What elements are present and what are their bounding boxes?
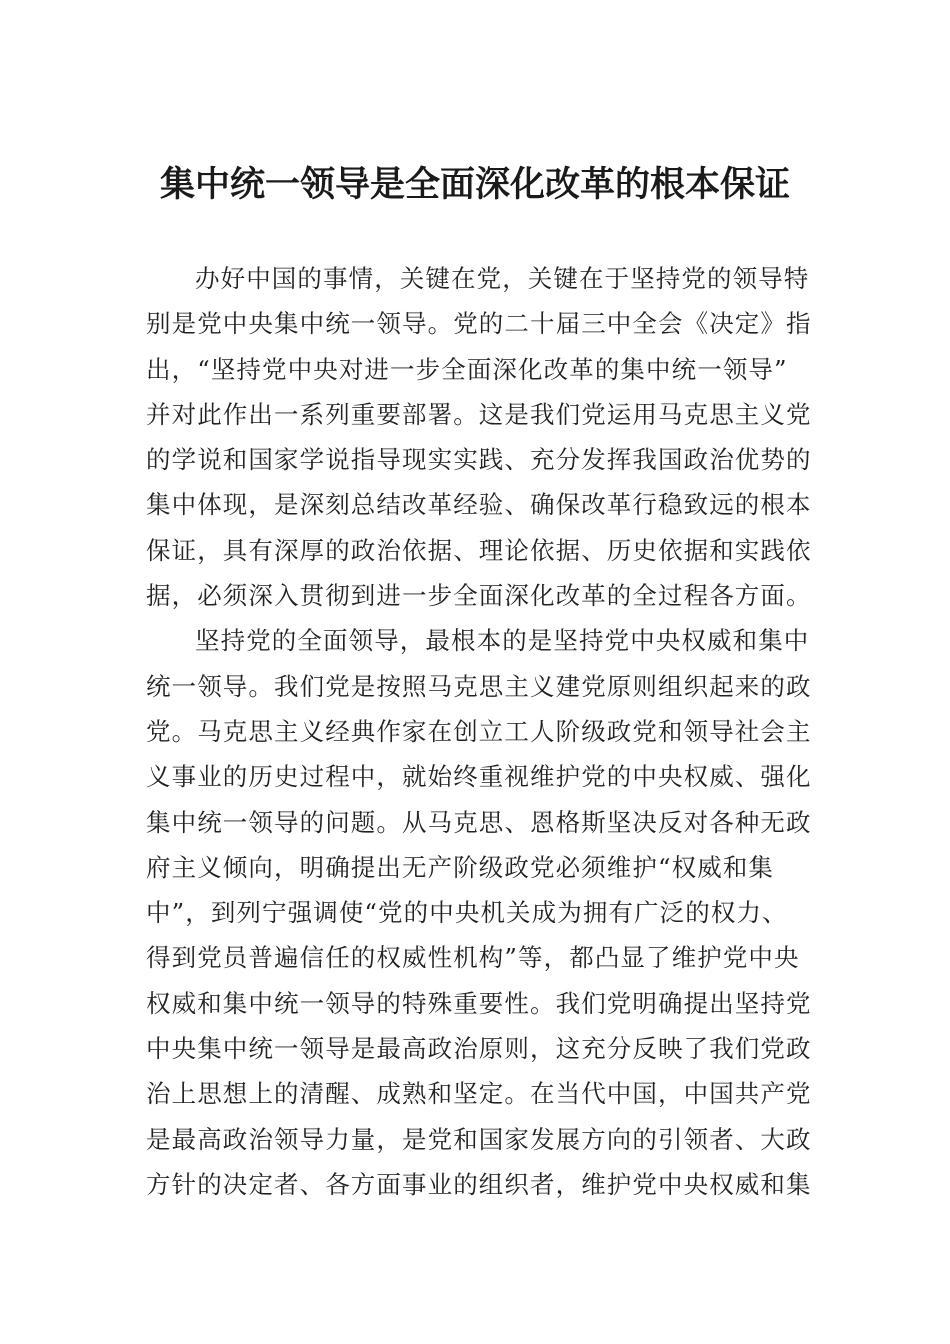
text-line: 党。马克思主义经典作家在创立工人阶级政党和领导社会主 [146, 716, 812, 746]
text-line: 出，“坚持党中央对进一步全面深化改革的集中统一领导” [146, 354, 788, 384]
text-line: 保证，具有深厚的政治依据、理论依据、历史依据和实践依 [146, 535, 812, 565]
text-line: 权威和集中统一领导的特殊重要性。我们党明确提出坚持党 [146, 988, 812, 1018]
text-line: 统一领导。我们党是按照马克思主义建党原则组织起来的政 [146, 671, 812, 701]
text-line: 办好中国的事情，关键在党，关键在于坚持党的领导特 [195, 264, 810, 293]
text-line: 集中体现，是深刻总结改革经验、确保改革行稳致远的根本 [146, 490, 812, 520]
text-line: 中央集中统一领导是最高政治原则，这充分反映了我们党政 [146, 1034, 812, 1064]
text-line: 并对此作出一系列重要部署。这是我们党运用马克思主义党 [146, 399, 812, 429]
text-line: 集中统一领导的问题。从马克思、恩格斯坚决反对各种无政 [146, 807, 812, 837]
paragraph-2 [146, 618, 812, 1207]
text-line: 是最高政治领导力量，是党和国家发展方向的引领者、大政 [146, 1124, 812, 1154]
text-line: 方针的决定者、各方面事业的组织者，维护党中央权威和集 [146, 1169, 812, 1199]
text-line: 别是党中央集中统一领导。党的二十届三中全会《决定》指 [146, 309, 812, 339]
document-title: 集中统一领导是全面深化改革的根本保证 [159, 164, 790, 205]
text-line: 的学说和国家学说指导现实实践、充分发挥我国政治优势的 [146, 445, 812, 475]
text-line: 坚持党的全面领导，最根本的是坚持党中央权威和集中 [195, 626, 810, 656]
text-line: 治上思想上的清醒、成熟和坚定。在当代中国，中国共产党 [146, 1079, 812, 1109]
text-line: 得到党员普遍信任的权威性机构”等，都凸显了维护党中央 [146, 943, 800, 973]
paragraph-1 [146, 256, 812, 618]
text-line: 义事业的历史过程中，就始终重视维护党的中央权威、强化 [146, 762, 812, 792]
text-line: 府主义倾向，明确提出无产阶级政党必须维护“权威和集 [146, 852, 775, 882]
text-line: 中”，到列宁强调使“党的中央机关成为拥有广泛的权力、 [146, 898, 788, 928]
document-body [146, 256, 812, 1207]
text-line: 据，必须深入贯彻到进一步全面深化改革的全过程各方面。 [146, 581, 812, 611]
